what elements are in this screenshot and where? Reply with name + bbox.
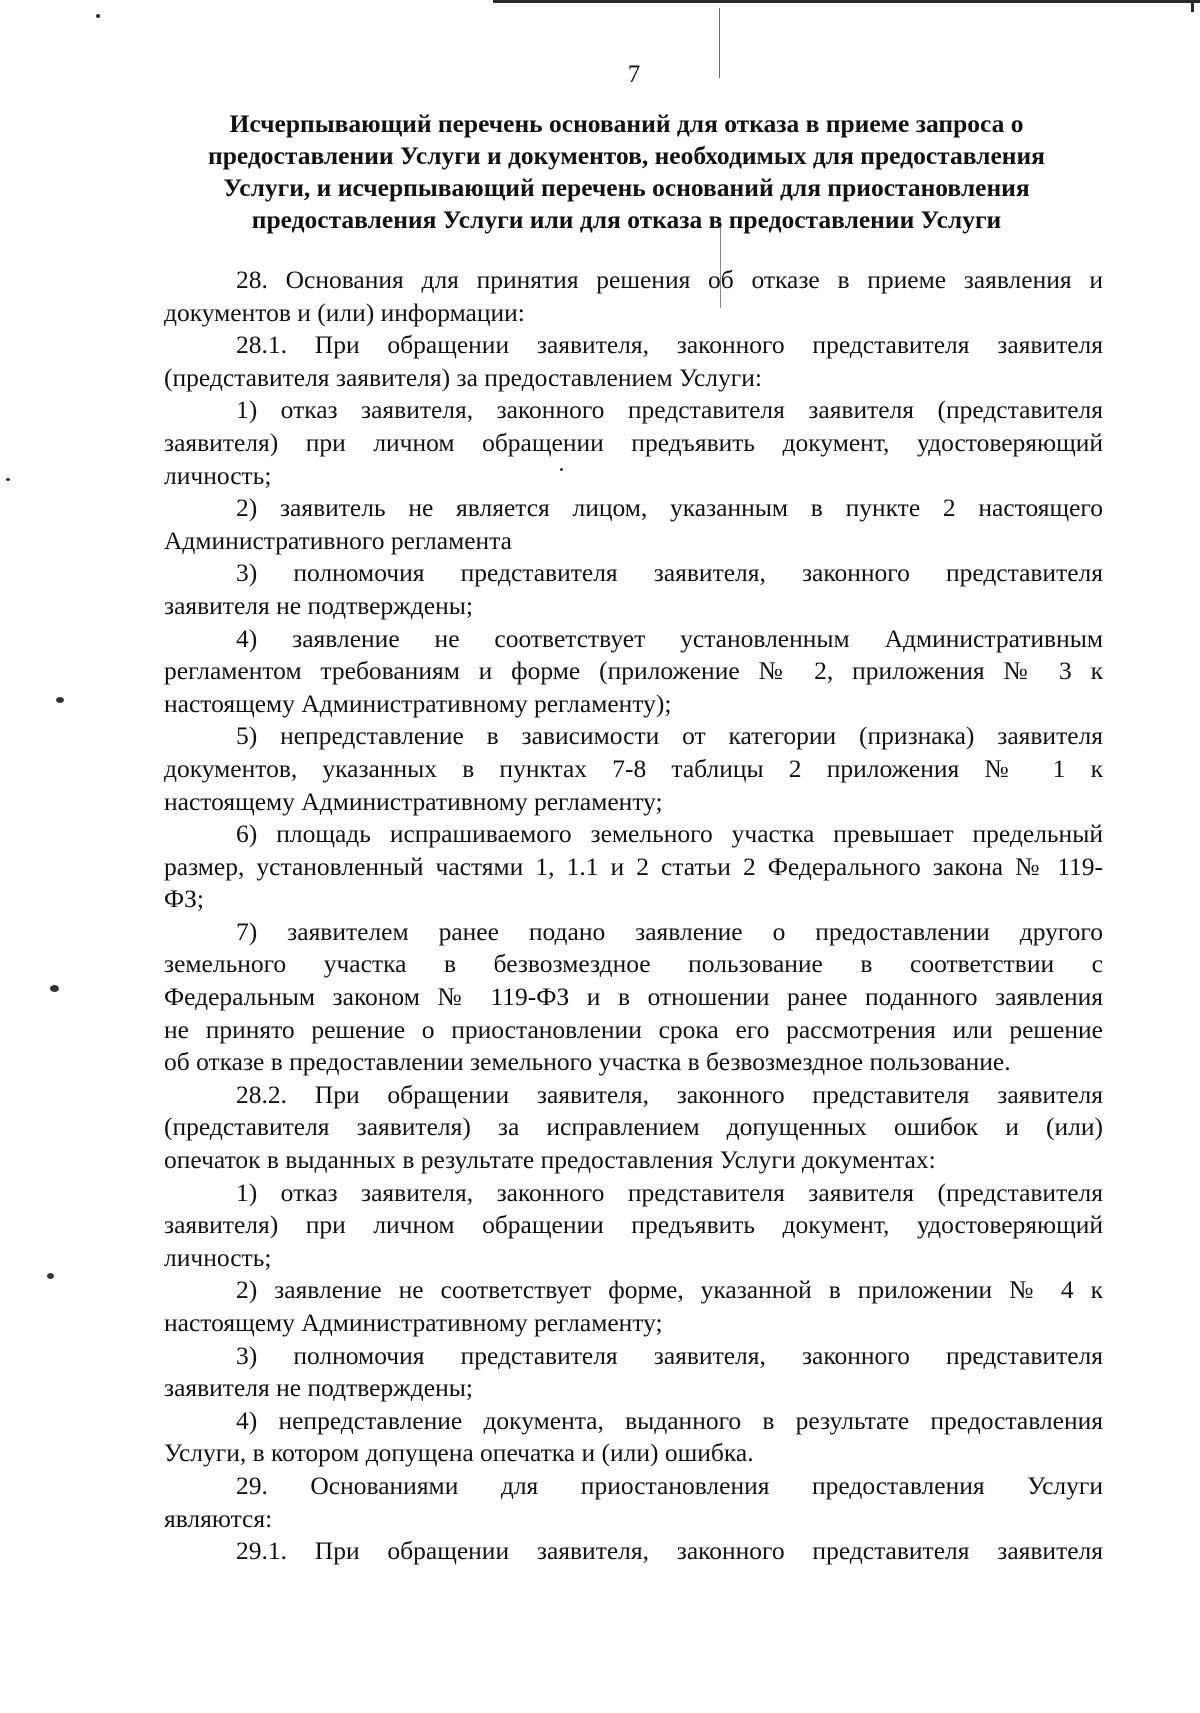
document-body — [164, 264, 1103, 1568]
text-line: 6) площадь испрашиваемого земельного участка превышает предельный — [236, 819, 1103, 849]
text-line: опечаток в выданных в результате предоставления Услуги документах: — [164, 1145, 936, 1175]
text-line: настоящему Административному регламенту; — [164, 1308, 663, 1337]
text-line: регламентом требованиям и форме (приложение № 2, приложения № 3 к — [164, 656, 1103, 686]
heading-line: предоставлении Услуги и документов, необходимых для предоставления — [208, 141, 1045, 170]
scan-edge-line — [493, 0, 1200, 3]
scan-speck — [47, 1273, 54, 1279]
text-line: земельного участка в безвозмездное пользование в соответствии с — [164, 949, 1103, 979]
text-line: личность; — [164, 460, 272, 490]
text-line: 29.1. При обращении заявителя, законного представителя заявителя — [236, 1536, 1103, 1566]
scan-edge-mark — [1191, 0, 1194, 12]
text-line: 7) заявителем ранее подано заявление о предоставлении другого — [236, 916, 1103, 946]
text-line: (представителя заявителя) за исправлением допущенных ошибок и (или) — [164, 1112, 1103, 1142]
text-line: 2) заявитель не является лицом, указанным в пункте 2 настоящего — [236, 493, 1103, 523]
text-line: заявителя) при личном обращении предъявить документ, удостоверяющий — [164, 1210, 1103, 1240]
text-line: документов и (или) информации: — [164, 297, 525, 327]
text-line: 28.2. При обращении заявителя, законного представителя заявителя — [236, 1079, 1103, 1109]
text-line: заявителя не подтверждены; — [164, 1373, 473, 1403]
scan-speck — [50, 985, 59, 992]
text-line: 1) отказ заявителя, законного представителя заявителя (представителя — [236, 395, 1103, 425]
text-line: 29. Основаниями для приостановления предоставления Услуги — [236, 1470, 1103, 1500]
text-line: 1) отказ заявителя, законного представителя заявителя (представителя — [236, 1177, 1103, 1207]
page-number: 7 — [627, 61, 641, 88]
text-line: ФЗ; — [164, 884, 205, 914]
section-heading — [150, 108, 1103, 236]
text-line: 5) непредставление в зависимости от категории (признака) заявителя — [236, 721, 1103, 751]
text-line: настоящему Административному регламенту; — [164, 786, 663, 816]
text-line: 28.1. При обращении заявителя, законного представителя заявителя — [236, 330, 1103, 360]
text-line: настоящему Административному регламенту); — [164, 688, 672, 718]
text-line: 28. Основания для принятия решения об отказе в приеме заявления и — [236, 265, 1103, 294]
text-line: заявителя) при личном обращении предъявить документ, удостоверяющий — [164, 427, 1103, 457]
heading-line: предоставления Услуги или для отказа в предоставлении Услуги — [251, 205, 1002, 234]
text-line: об отказе в предоставлении земельного участка в безвозмездное пользование. — [164, 1047, 1011, 1077]
text-line: документов, указанных в пунктах 7-8 таблицы 2 приложения № 1 к — [164, 753, 1103, 783]
text-line: 4) заявление не соответствует установленным Административным — [236, 623, 1103, 653]
text-line: 2) заявление не соответствует форме, указанной в приложении № 4 к — [236, 1275, 1103, 1305]
text-line: являются: — [164, 1503, 273, 1533]
text-line: личность; — [164, 1242, 272, 1272]
text-line: Федеральным законом № 119-ФЗ и в отношении ранее поданного заявления — [164, 982, 1103, 1012]
text-line: Услуги, в котором допущена опечатка и (или) ошибка. — [164, 1438, 754, 1468]
text-line: 3) полномочия представителя заявителя, законного представителя — [236, 558, 1103, 588]
text-line: 3) полномочия представителя заявителя, законного представителя — [236, 1340, 1103, 1370]
text-line: 4) непредставление документа, выданного в результате предоставления — [236, 1405, 1103, 1435]
heading-line: Услуги, и исчерпывающий перечень оснований для приостановления — [223, 173, 1030, 202]
text-line: не принято решение о приостановлении срока его рассмотрения или решение — [164, 1014, 1103, 1044]
heading-line: Исчерпывающий перечень оснований для отказа в приеме запроса о — [229, 109, 1024, 138]
scan-speck — [56, 697, 64, 703]
text-line: заявителя не подтверждены; — [164, 590, 473, 620]
text-line: размер, установленный частями 1, 1.1 и 2 статьи 2 Федерального закона № 119- — [164, 851, 1103, 881]
text-line: (представителя заявителя) за предоставлением Услуги: — [164, 362, 762, 392]
text-line: Административного регламента — [164, 525, 512, 555]
scan-speck — [6, 478, 10, 481]
scan-speck — [96, 14, 100, 18]
